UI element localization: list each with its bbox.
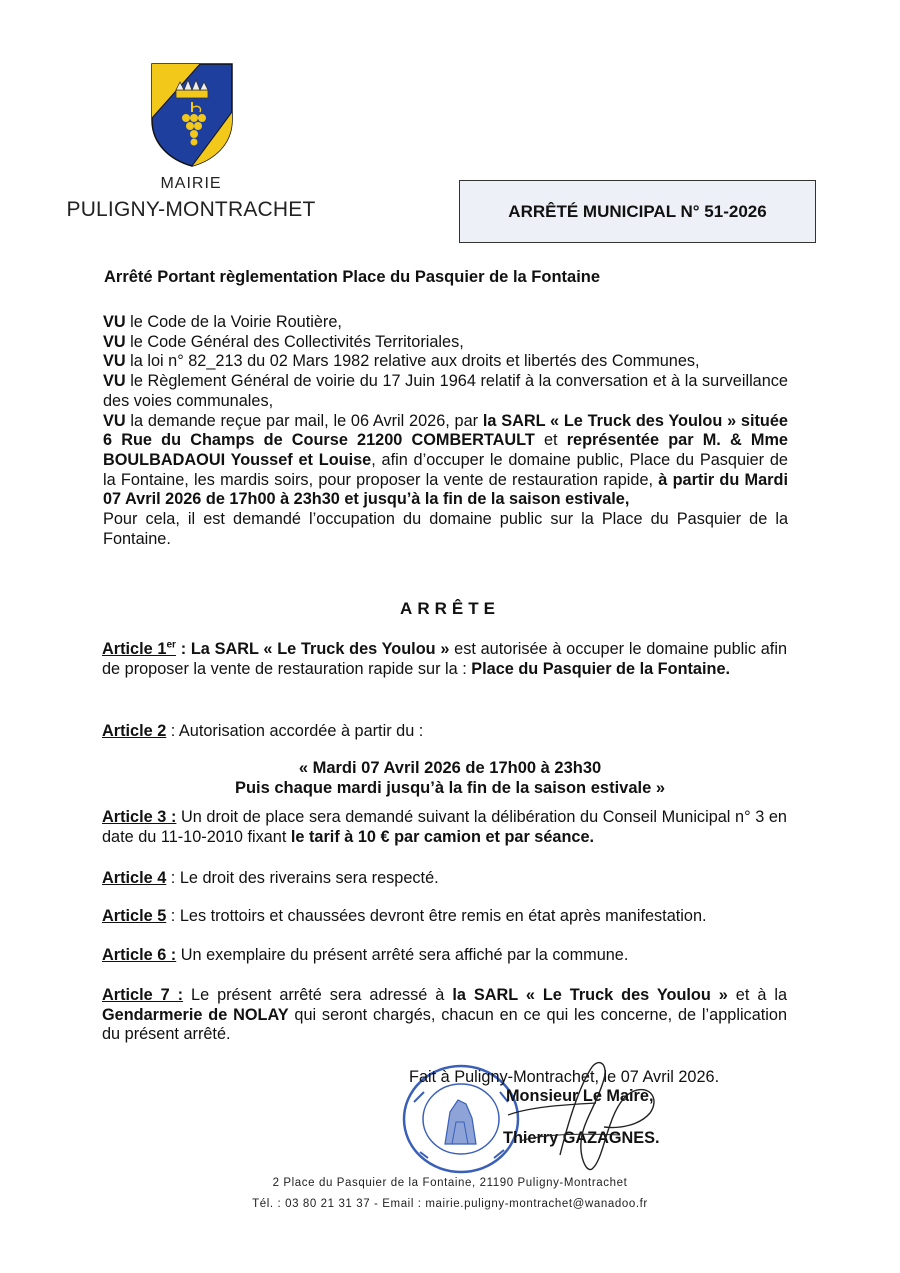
quote-line-1: « Mardi 07 Avril 2026 de 17h00 à 23h30 [298, 759, 602, 777]
coat-of-arms-icon [150, 62, 234, 168]
mairie-name: PULIGNY-MONTRACHET [66, 198, 316, 221]
mairie-label: MAIRIE [160, 175, 222, 192]
article-label: Article 2 [102, 722, 167, 740]
article-7: Article 7 : Le présent arrêté sera adressé à la SARL « Le Truck des Youlou » et à la Gendarmerie de NOLAY qui seront chargés, chacun en ce qui les concerne, de l’application du présent arrêté. [102, 986, 788, 1044]
maire-name: Thierry GAZAGNES. [503, 1129, 660, 1147]
arrete-number: ARRÊTÉ MUNICIPAL N° 51-2026 [508, 201, 767, 221]
article-label: Article 3 : [102, 808, 177, 826]
article-label: Article 7 : [102, 986, 184, 1004]
fait-a-line: Fait à Puligny-Montrachet, le 07 Avril 2026. [409, 1068, 720, 1086]
maire-title: Monsieur Le Maire, [506, 1087, 654, 1105]
vu-block [103, 313, 788, 549]
article-3: Article 3 : Un droit de place sera demandé suivant la délibération du Conseil Municipal n° 3 en date du 11-10-2010 fixant le tarif à 10 € par camion et par séance. [102, 808, 787, 846]
arrete-heading: ARRÊTE [400, 599, 500, 618]
arrete-number-box [459, 180, 816, 243]
vu-item: VU le Règlement Général de voirie du 17 Juin 1964 relatif à la conversation et à la surveillance des voies communales, [103, 372, 788, 410]
article-6: Article 6 : Un exemplaire du présent arrêté sera affiché par la commune. [102, 946, 629, 964]
pour-cela-paragraph: Pour cela, il est demandé l’occupation du domaine public sur la Place du Pasquier de la Fontaine. [103, 510, 788, 548]
quote-line-2: Puis chaque mardi jusqu’à la fin de la saison estivale » [234, 779, 666, 797]
article-2: Article 2 : Autorisation accordée à partir du : [102, 722, 424, 740]
vu-item: VU la loi n° 82_213 du 02 Mars 1982 relative aux droits et libertés des Communes, [103, 352, 700, 371]
date-quote [0, 758, 900, 798]
vu-item-demande: VU la demande reçue par mail, le 06 Avril 2026, par la SARL « Le Truck des Youlou » située 6 Rue du Champs de Course 21200 COMBERTAULT et représentée par M. & Mme BOULBADAOUI Youssef et Louise, afin d’occuper le domaine public, Place du Pasquier de la Fontaine, les mardis soirs, pour proposer la vente de restauration rapide, à partir du Mardi 07 Avril 2026 de 17h00 à 23h30 et jusqu’à la fin de la saison estivale, [103, 411, 788, 509]
article-label: Article 1er [102, 639, 176, 658]
footer-address: 2 Place du Pasquier de la Fontaine, 21190 Puligny-Montrachet [272, 1177, 628, 1189]
article-label: Article 6 : [102, 946, 177, 964]
handwritten-signature-icon [500, 1055, 690, 1175]
article-label: Article 5 [102, 907, 167, 925]
article-4: Article 4 : Le droit des riverains sera respecté. [102, 869, 439, 887]
article-label: Article 4 [102, 869, 167, 887]
vu-item: VU le Code de la Voirie Routière, [103, 313, 342, 331]
vu-item: VU le Code Général des Collectivités Territoriales, [103, 332, 464, 351]
article-5: Article 5 : Les trottoirs et chaussées devront être remis en état après manifestation. [102, 907, 707, 925]
footer-contact: Tél. : 03 80 21 31 37 - Email : mairie.puligny-montrachet@wanadoo.fr [252, 1198, 648, 1210]
document-title: Arrêté Portant règlementation Place du Pasquier de la Fontaine [104, 268, 601, 286]
article-1: Article 1er : La SARL « Le Truck des Youlou » est autorisée à occuper le domaine public afin de proposer la vente de restauration rapide sur la : Place du Pasquier de la Fontaine. [102, 639, 787, 678]
